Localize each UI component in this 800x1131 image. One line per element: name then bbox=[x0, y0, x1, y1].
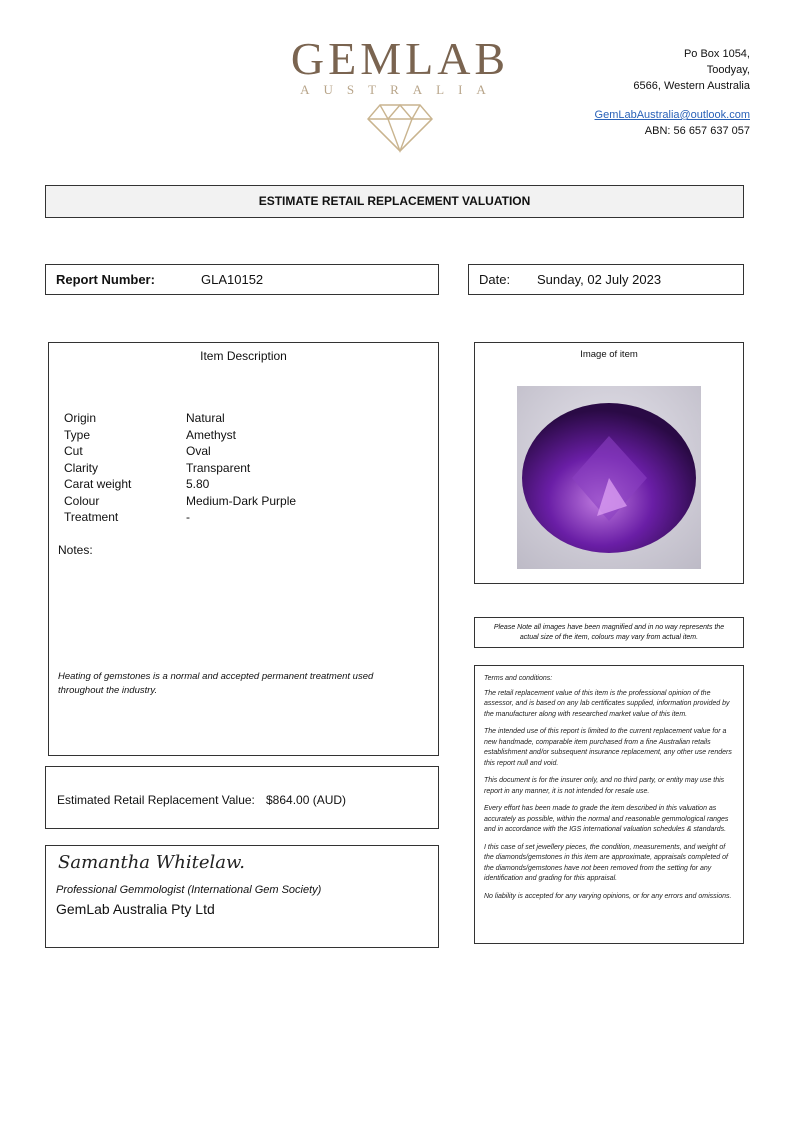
field-label: Origin bbox=[64, 411, 97, 425]
field-label: Cut bbox=[64, 444, 83, 458]
terms-paragraph: The retail replacement value of this item is the professional opinion of the assessor, and is based on any lab certificates supplied, information provided by the manufacturer along with researched market value of this item. bbox=[484, 689, 730, 718]
terms-paragraph: Every effort has been made to grade the item described in this valuation as accurately as possible, within the normal and reasonable gemmological ranges and in accordance with the IGS international valuation schedules & standards. bbox=[484, 805, 729, 833]
field-label: Treatment bbox=[64, 510, 119, 524]
address-line: 6566, Western Australia bbox=[633, 80, 750, 92]
image-disclaimer: Please Note all images have been magnified and in no way represents the actual size of the item, colours may vary from actual item. bbox=[474, 617, 744, 648]
field-label: Colour bbox=[64, 493, 100, 508]
valuation-value: $864.00 (AUD) bbox=[266, 793, 347, 807]
company-address bbox=[595, 46, 750, 139]
address-line: Po Box 1054, bbox=[683, 48, 750, 60]
terms-paragraph: The intended use of this report is limited to the current replacement value for a new handmade, comparable item purchased from a fine Australian retails establishment and/or subsequent insurance replacement, any other use renders this report null and void. bbox=[484, 728, 732, 767]
field-row bbox=[64, 509, 296, 526]
field-row bbox=[64, 427, 296, 444]
abn: ABN: 56 657 637 057 bbox=[644, 125, 750, 137]
logo-wordmark: GEMLAB bbox=[290, 33, 510, 84]
date-box bbox=[468, 264, 744, 295]
signature-box bbox=[45, 845, 439, 948]
notes-label: Notes: bbox=[58, 543, 93, 557]
signature: Samantha Whitelaw. bbox=[58, 852, 245, 873]
date-label: Date: bbox=[479, 272, 511, 287]
field-label: Clarity bbox=[64, 460, 99, 475]
report-number-box bbox=[45, 264, 439, 295]
field-row bbox=[64, 410, 296, 427]
field-value: 5.80 bbox=[186, 477, 210, 491]
image-heading: Image of item bbox=[580, 349, 638, 360]
field-row bbox=[64, 460, 296, 477]
field-row bbox=[64, 443, 296, 460]
gem-image bbox=[517, 386, 701, 569]
signer-role: Professional Gemmologist (International Gem Society) bbox=[56, 884, 322, 896]
valuation-box bbox=[45, 766, 439, 829]
address-line: Toodyay, bbox=[706, 64, 750, 76]
terms-paragraph: No liability is accepted for any varying opinions, or for any errors and omissions. bbox=[484, 892, 732, 900]
terms-box bbox=[474, 665, 744, 944]
field-value: Medium-Dark Purple bbox=[186, 493, 297, 508]
field-row bbox=[64, 476, 296, 493]
item-fields bbox=[64, 410, 296, 526]
field-label: Type bbox=[64, 427, 91, 442]
terms-heading: Terms and conditions: bbox=[484, 675, 553, 682]
report-number-value: GLA10152 bbox=[201, 272, 264, 287]
field-value: - bbox=[186, 510, 190, 524]
field-value: Oval bbox=[186, 444, 211, 458]
terms-paragraph: I this case of set jewellery pieces, the condition, measurements, and weight of the diamonds/gemstones in this item are approximate, appraisals completed of the diamonds/gemstones have not been removed from the setting for any identification and grading for this appraisal. bbox=[484, 843, 728, 882]
document-title: ESTIMATE RETAIL REPLACEMENT VALUATION bbox=[45, 185, 744, 218]
field-value: Natural bbox=[186, 411, 225, 425]
diamond-logo-icon bbox=[366, 103, 434, 153]
email-link[interactable]: GemLabAustralia@outlook.com bbox=[594, 109, 750, 121]
date-value: Sunday, 02 July 2023 bbox=[537, 272, 662, 287]
item-description-heading: Item Description bbox=[200, 349, 287, 363]
company-name: GemLab Australia Pty Ltd bbox=[56, 901, 215, 917]
field-value: Transparent bbox=[186, 460, 251, 475]
treatment-footnote: Heating of gemstones is a normal and accepted permanent treatment used throughout the industry. bbox=[58, 671, 374, 696]
logo-subtitle: AUSTRALIA bbox=[300, 82, 500, 97]
field-row bbox=[64, 493, 296, 510]
amethyst-gem-icon bbox=[517, 386, 701, 569]
valuation-label: Estimated Retail Replacement Value: bbox=[57, 793, 255, 807]
field-label: Carat weight bbox=[64, 477, 132, 491]
report-number-label: Report Number: bbox=[56, 272, 155, 287]
field-value: Amethyst bbox=[186, 427, 237, 442]
image-box bbox=[474, 342, 744, 584]
terms-paragraph: This document is for the insurer only, and no third party, or entity may use this report in any manner, it is not intended for resale use. bbox=[484, 777, 725, 795]
